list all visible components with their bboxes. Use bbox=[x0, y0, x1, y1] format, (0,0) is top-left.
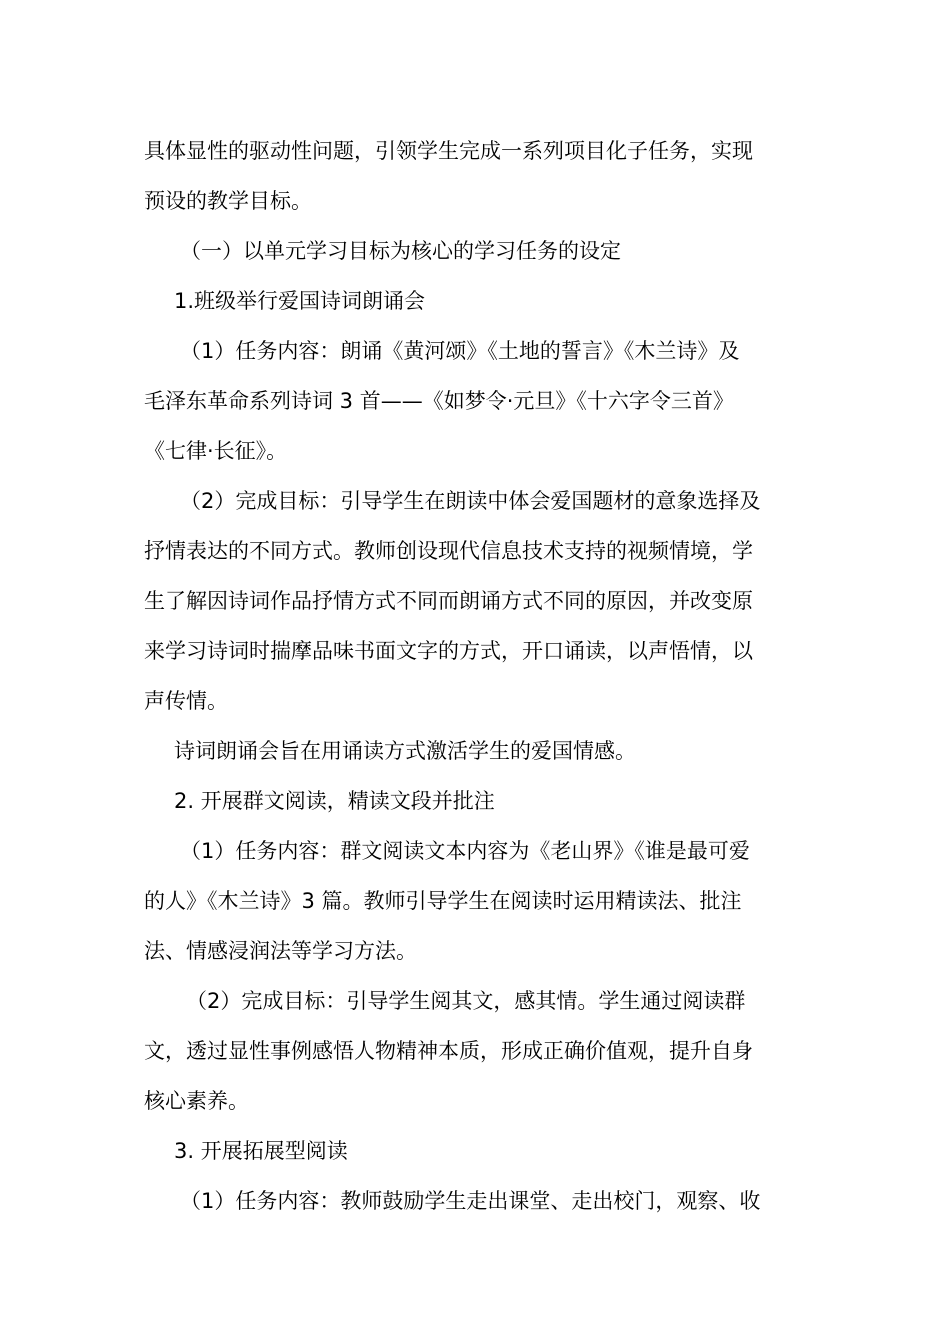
paragraph-line: 《七律·长征》。 bbox=[144, 439, 288, 463]
paragraph-line: 毛泽东革命系列诗词 3 首——《如梦令·元旦》《十六字令三首》 bbox=[144, 389, 734, 413]
subsection-heading: 1.班级举行爱国诗词朗诵会 bbox=[174, 289, 426, 313]
paragraph-line: 核心素养。 bbox=[144, 1089, 249, 1113]
paragraph-line: 生了解因诗词作品抒情方式不同而朗诵方式不同的原因，并改变原 bbox=[144, 589, 753, 613]
paragraph-line: 预设的教学目标。 bbox=[144, 189, 312, 213]
paragraph-line: （2）完成目标：引导学生在朗读中体会爱国题材的意象选择及 bbox=[180, 489, 761, 513]
paragraph-line: 抒情表达的不同方式。教师创设现代信息技术支持的视频情境，学 bbox=[144, 539, 753, 563]
subsection-heading: 3. 开展拓展型阅读 bbox=[174, 1139, 348, 1163]
paragraph-line: 的人》《木兰诗》3 篇。教师引导学生在阅读时运用精读法、批注 bbox=[144, 889, 742, 913]
paragraph-line: 文，透过显性事例感悟人物精神本质，形成正确价值观，提升自身 bbox=[144, 1039, 753, 1063]
paragraph-line: 来学习诗词时揣摩品味书面文字的方式，开口诵读，以声悟情，以 bbox=[144, 639, 753, 663]
paragraph-line: 诗词朗诵会旨在用诵读方式激活学生的爱国情感。 bbox=[174, 739, 636, 763]
paragraph-line: （1）任务内容：朗诵《黄河颂》《土地的誓言》《木兰诗》及 bbox=[180, 339, 740, 363]
paragraph-line: （1）任务内容：教师鼓励学生走出课堂、走出校门，观察、收 bbox=[180, 1189, 761, 1213]
subsection-heading: 2. 开展群文阅读，精读文段并批注 bbox=[174, 789, 495, 813]
paragraph-line: 声传情。 bbox=[144, 689, 228, 713]
paragraph-line: （2）完成目标：引导学生阅其文，感其情。学生通过阅读群 bbox=[186, 989, 746, 1013]
section-heading: （一）以单元学习目标为核心的学习任务的设定 bbox=[180, 239, 621, 263]
paragraph-line: （1）任务内容：群文阅读文本内容为《老山界》《谁是最可爱 bbox=[180, 839, 750, 863]
paragraph-line: 法、情感浸润法等学习方法。 bbox=[144, 939, 417, 963]
paragraph-line: 具体显性的驱动性问题，引领学生完成一系列项目化子任务，实现 bbox=[144, 139, 753, 163]
